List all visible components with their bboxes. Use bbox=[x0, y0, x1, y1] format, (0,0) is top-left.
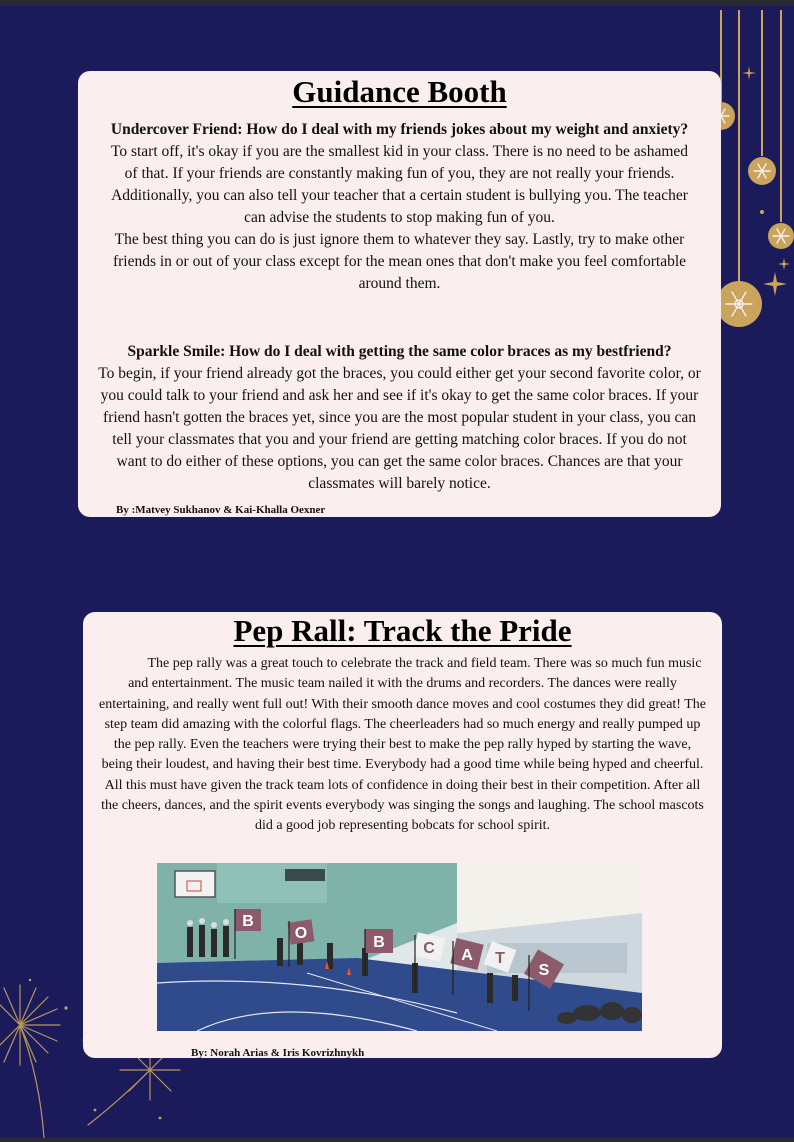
question-1: Undercover Friend: How do I deal with my friends jokes about my weight and anxiety? bbox=[110, 121, 689, 138]
answer-1: To start off, it's okay if you are the smallest kid in your class. There is no need to be ashamed of that. If your friends are constantly making fun of you, they are not really your friends. Additionally, you can also tell your teacher that a certain student is bullying you. The teacher can advise the students to stop making fun of you. bbox=[110, 143, 689, 226]
flag-letter: B bbox=[373, 934, 385, 951]
flag-letter: A bbox=[461, 947, 473, 964]
pep-rally-byline: By: Norah Arias & Iris Kovrizhnykh bbox=[191, 1047, 365, 1059]
pep-rally-card bbox=[83, 612, 722, 1058]
flag-letter: T bbox=[495, 950, 505, 967]
guidance-booth-title: Guidance Booth bbox=[292, 74, 507, 109]
guidance-byline: By :Matvey Sukhanov & Kai-Khalla Oexner bbox=[116, 504, 326, 516]
guidance-booth-card bbox=[78, 71, 721, 517]
flag-letter: O bbox=[294, 925, 308, 942]
pep-rally-title: Pep Rall: Track the Pride bbox=[233, 613, 572, 648]
question-answer-2 bbox=[98, 341, 701, 495]
pep-rally-photo bbox=[157, 863, 642, 1031]
flag-letter: C bbox=[423, 940, 435, 957]
question-answer-1 bbox=[108, 119, 691, 295]
question-2: Sparkle Smile: How do I deal with getting the same color braces as my bestfriend? bbox=[127, 343, 672, 360]
pep-rally-body: The pep rally was a great touch to celebrate the track and field team. There was so much fun music and entertainment. The music team nailed it with the drums and recorders. The dances were really entertaining, and really went full out! With their smooth dance moves and cool costumes they did great! The step team did amazing with the colorful flags. The cheerleaders had so much energy and really pumped up the pep rally. Even the teachers were trying their best to make the pep rally hyped by starting the wave, being their loudest, and having their best time. Everybody had a good time while being hyped and cheerful. All this must have given the track team lots of confidence in doing their best in their competition. After all the cheers, dances, and the spirit events everybody was singing the songs and laughing. The school mascots did a good job representing bobcats for school spirit. bbox=[99, 656, 706, 834]
answer-1-continued: The best thing you can do is just ignore them to whatever they say. Lastly, try to make other friends in or out of your class except for the mean ones that don't make you feel comfortable around them. bbox=[112, 231, 687, 292]
flag-letter: S bbox=[538, 962, 550, 979]
bottom-edge bbox=[0, 1138, 794, 1142]
gym-scene-image bbox=[157, 863, 642, 1031]
answer-2: To begin, if your friend already got the braces, you could either get your second favorite color, or you could talk to your friend and ask her and see if it's okay to get the same color braces. If your friend hasn't gotten the braces yet, since you are the most popular student in your class, you can tell your classmates that you and your friend are getting matching color braces. If you do not want to do either of these options, you can get the same color braces. Chances are that your classmates will barely notice. bbox=[98, 365, 701, 492]
flag-letter: B bbox=[242, 913, 254, 930]
